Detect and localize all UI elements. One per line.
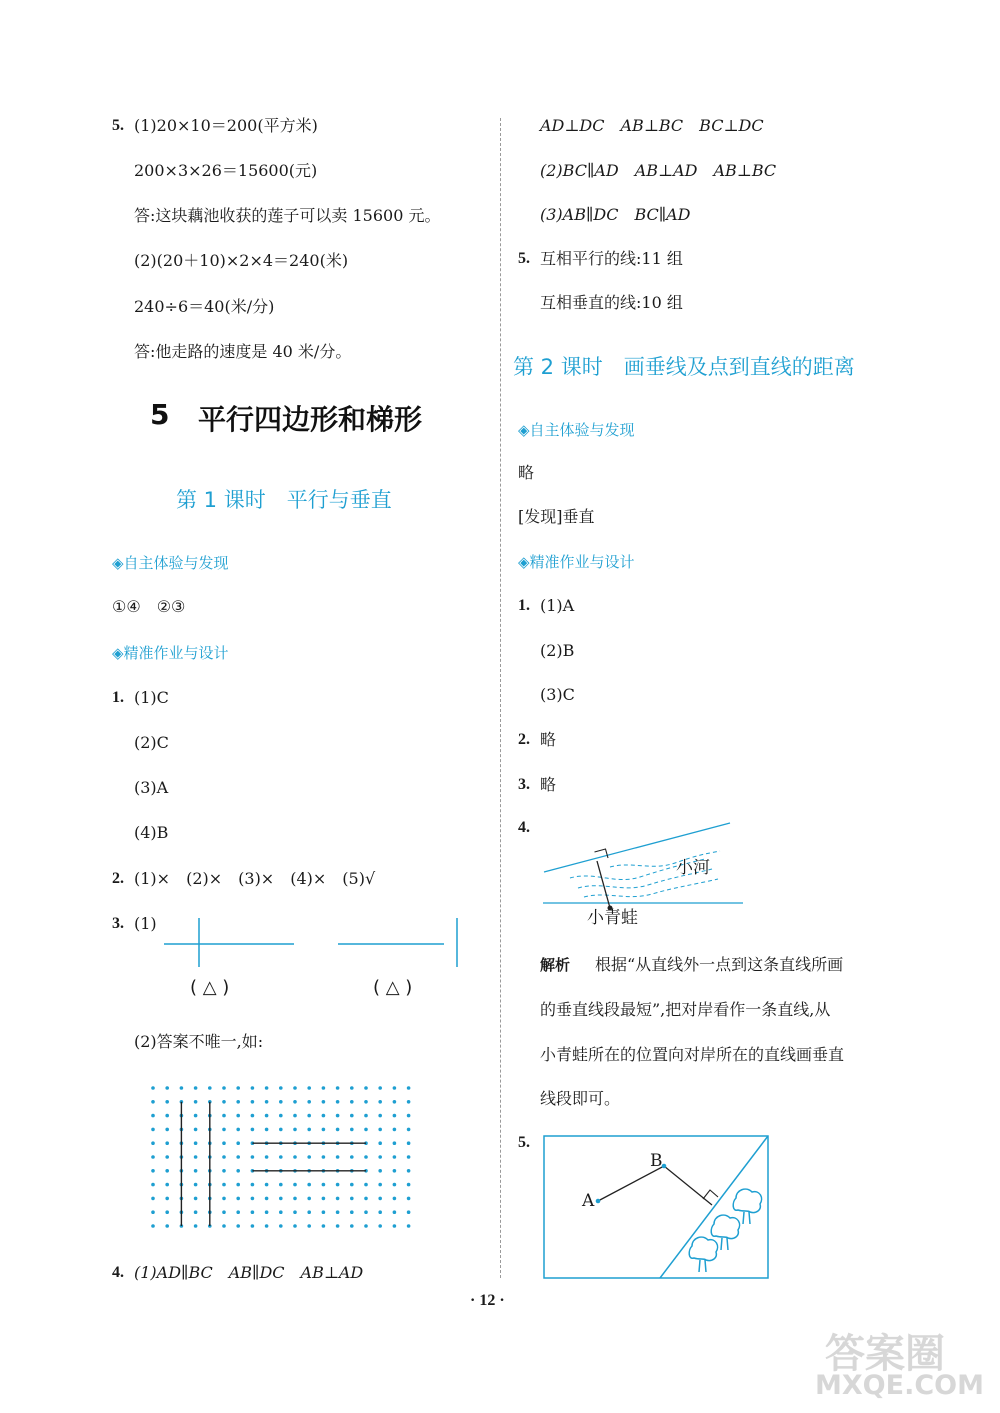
- grid-dot: [407, 1086, 411, 1090]
- analysis-line2: 的垂直线段最短”,把对岸看作一条直线,从: [540, 1000, 831, 1019]
- grid-dot: [265, 1114, 269, 1118]
- right-q4-line3: (3)AB∥DC BC∥AD: [540, 205, 691, 224]
- grid-dot: [194, 1128, 198, 1132]
- right-lue: 略: [518, 463, 535, 482]
- grid-dot: [222, 1169, 226, 1173]
- grid-dot: [265, 1224, 269, 1228]
- grid-dot: [322, 1114, 326, 1118]
- grid-dot: [236, 1114, 240, 1118]
- grid-dot: [251, 1224, 255, 1228]
- grid-dot: [393, 1169, 397, 1173]
- grid-dot: [236, 1224, 240, 1228]
- grid-dot: [151, 1155, 155, 1159]
- grid-dot: [393, 1224, 397, 1228]
- grid-dot: [279, 1183, 283, 1187]
- grid-dot: [407, 1224, 411, 1228]
- grid-dot: [378, 1197, 382, 1201]
- grid-dot: [222, 1128, 226, 1132]
- grid-dot: [165, 1128, 169, 1132]
- q3-mark-1: ( △ ): [190, 977, 230, 998]
- point-a-label: A: [582, 1191, 595, 1211]
- right-q1-b: (2)B: [540, 641, 575, 660]
- grid-dot: [293, 1197, 297, 1201]
- grid-dot: [393, 1128, 397, 1132]
- grid-dot: [194, 1114, 198, 1118]
- page-number: · 12 ·: [470, 1292, 505, 1309]
- grid-dot: [265, 1183, 269, 1187]
- grid-dot: [322, 1086, 326, 1090]
- grid-dot: [251, 1128, 255, 1132]
- grid-dot: [293, 1155, 297, 1159]
- right-section-homework: ◈精准作业与设计: [518, 553, 635, 571]
- right-q5b-number: 5.: [518, 1134, 530, 1151]
- grid-dot: [322, 1155, 326, 1159]
- grid-dot: [165, 1141, 169, 1145]
- grid-dot: [251, 1086, 255, 1090]
- q3-mark-2: ( △ ): [373, 977, 413, 998]
- lesson-1-title: 第 1 课时 平行与垂直: [176, 488, 392, 512]
- grid-dot: [293, 1114, 297, 1118]
- grid-dot: [293, 1086, 297, 1090]
- right-q5-line1: 互相平行的线:11 组: [540, 249, 683, 268]
- left-q1-number: 1.: [112, 689, 124, 706]
- left-q5-line6: 答:他走路的速度是 40 米/分。: [134, 342, 352, 361]
- grid-dot: [165, 1210, 169, 1214]
- watermark-logo: 答案圈: [825, 1331, 945, 1377]
- grid-dot: [307, 1183, 311, 1187]
- grid-dot: [378, 1169, 382, 1173]
- grid-dot: [165, 1169, 169, 1173]
- grid-dot: [364, 1114, 368, 1118]
- point-b-label: B: [650, 1151, 663, 1171]
- left-q5-line2: 200×3×26＝15600(元): [134, 161, 318, 180]
- grid-dot: [336, 1155, 340, 1159]
- grid-dot: [322, 1128, 326, 1132]
- right-q4-number: 4.: [518, 819, 530, 836]
- grid-dot: [307, 1155, 311, 1159]
- grid-dot: [222, 1086, 226, 1090]
- grid-dot: [307, 1210, 311, 1214]
- analysis-line4: 线段即可。: [540, 1089, 621, 1108]
- grid-dot: [393, 1141, 397, 1145]
- grid-dot: [222, 1197, 226, 1201]
- right-q3-answer: 略: [540, 775, 557, 794]
- grid-dot: [265, 1086, 269, 1090]
- grid-dot: [307, 1086, 311, 1090]
- grid-dot: [322, 1197, 326, 1201]
- grid-dot: [151, 1141, 155, 1145]
- grid-dot: [336, 1224, 340, 1228]
- grid-dot: [251, 1183, 255, 1187]
- grid-dot: [151, 1086, 155, 1090]
- grid-dot: [165, 1197, 169, 1201]
- grid-dot: [236, 1128, 240, 1132]
- right-q2-answer: 略: [540, 730, 557, 749]
- grid-dot: [407, 1100, 411, 1104]
- left-q5-line5: 240÷6＝40(米/分): [134, 297, 275, 316]
- grid-dot: [279, 1128, 283, 1132]
- grid-dot: [393, 1100, 397, 1104]
- grid-dot: [293, 1100, 297, 1104]
- chapter-title: 平行四边形和梯形: [198, 403, 423, 436]
- grid-dot: [194, 1155, 198, 1159]
- grid-dot: [265, 1197, 269, 1201]
- grid-dot: [378, 1183, 382, 1187]
- grid-dot: [194, 1086, 198, 1090]
- grid-dot: [336, 1197, 340, 1201]
- grid-dot: [251, 1197, 255, 1201]
- grid-dot: [307, 1128, 311, 1132]
- grid-dot: [336, 1114, 340, 1118]
- grid-dot: [151, 1210, 155, 1214]
- grid-dot: [364, 1224, 368, 1228]
- grid-dot: [236, 1086, 240, 1090]
- lesson-2-title: 第 2 课时 画垂线及点到直线的距离: [513, 355, 855, 379]
- left-q5-line3: 答:这块藕池收获的莲子可以卖 15600 元。: [134, 206, 441, 225]
- grid-dot: [222, 1114, 226, 1118]
- grid-dot: [407, 1155, 411, 1159]
- grid-dot: [350, 1224, 354, 1228]
- grid-dot: [222, 1210, 226, 1214]
- grid-dot: [236, 1141, 240, 1145]
- grid-dot: [322, 1100, 326, 1104]
- grid-dot: [307, 1100, 311, 1104]
- grid-dot: [194, 1224, 198, 1228]
- grid-dot: [165, 1183, 169, 1187]
- grid-dot: [407, 1210, 411, 1214]
- watermark-url: MXQE.COM: [815, 1370, 984, 1401]
- grid-dot: [279, 1155, 283, 1159]
- right-q1-number: 1.: [518, 597, 530, 614]
- grid-dot: [279, 1224, 283, 1228]
- grid-dot: [236, 1183, 240, 1187]
- grid-dot: [364, 1086, 368, 1090]
- left-self-experience-answer: ①④ ②③: [112, 597, 186, 616]
- right-section-self-experience: ◈自主体验与发现: [518, 421, 635, 439]
- q3-figure-perpendicular-2: [335, 915, 465, 975]
- grid-dot: [407, 1197, 411, 1201]
- grid-dot: [378, 1224, 382, 1228]
- grid-dot: [251, 1100, 255, 1104]
- right-q4-line1: AD⊥DC AB⊥BC BC⊥DC: [540, 116, 764, 135]
- right-q5-line2: 互相垂直的线:10 组: [540, 293, 683, 312]
- left-q1-d: (4)B: [134, 823, 169, 842]
- chapter-number: 5: [150, 398, 170, 431]
- left-q3-sub1: (1): [134, 914, 157, 933]
- grid-dot: [151, 1128, 155, 1132]
- right-q1-c: (3)C: [540, 685, 575, 704]
- grid-dot: [236, 1210, 240, 1214]
- grid-dot: [336, 1100, 340, 1104]
- right-q2-number: 2.: [518, 731, 530, 748]
- grid-dot: [165, 1224, 169, 1228]
- grid-dot: [393, 1086, 397, 1090]
- grid-dot: [322, 1210, 326, 1214]
- grid-dot: [393, 1114, 397, 1118]
- left-q3-sub2: (2)答案不唯一,如:: [134, 1032, 264, 1051]
- grid-dot: [180, 1086, 184, 1090]
- grid-dot: [407, 1169, 411, 1173]
- analysis-label: 解析: [540, 956, 571, 974]
- grid-dot: [165, 1155, 169, 1159]
- grid-dot: [393, 1210, 397, 1214]
- left-q4-line1: (1)AD∥BC AB∥DC AB⊥AD: [134, 1263, 364, 1282]
- grid-dot: [151, 1100, 155, 1104]
- grid-dot: [350, 1155, 354, 1159]
- grid-dot: [378, 1086, 382, 1090]
- grid-dot: [251, 1114, 255, 1118]
- grid-dot: [350, 1100, 354, 1104]
- left-q5-line1: (1)20×10＝200(平方米): [134, 116, 318, 135]
- grid-dot: [378, 1128, 382, 1132]
- grid-dot: [151, 1224, 155, 1228]
- grid-dot: [194, 1197, 198, 1201]
- grid-dot: [151, 1183, 155, 1187]
- grid-dot: [222, 1183, 226, 1187]
- grid-dot: [293, 1128, 297, 1132]
- grid-dot: [279, 1086, 283, 1090]
- left-section-self-experience: ◈自主体验与发现: [112, 554, 229, 572]
- right-q4-line2: (2)BC∥AD AB⊥AD AB⊥BC: [540, 161, 777, 180]
- grid-dot: [364, 1210, 368, 1214]
- grid-dot: [407, 1141, 411, 1145]
- grid-dot: [194, 1210, 198, 1214]
- grid-dot: [336, 1210, 340, 1214]
- grid-dot: [364, 1100, 368, 1104]
- left-q1-b: (2)C: [134, 733, 169, 752]
- right-discovery: [发现]垂直: [518, 507, 595, 526]
- grid-dot: [407, 1128, 411, 1132]
- grid-dot: [364, 1183, 368, 1187]
- grid-dot: [265, 1100, 269, 1104]
- grid-dot: [236, 1197, 240, 1201]
- grid-dot: [251, 1210, 255, 1214]
- grid-dot: [222, 1155, 226, 1159]
- q3-dot-grid: [145, 1080, 425, 1240]
- grid-dot: [194, 1183, 198, 1187]
- right-q3-number: 3.: [518, 776, 530, 793]
- left-q4-number: 4.: [112, 1264, 124, 1281]
- grid-dot: [265, 1210, 269, 1214]
- grid-dot: [151, 1114, 155, 1118]
- frog-label: 小青蛙: [587, 908, 638, 928]
- grid-dot: [336, 1183, 340, 1187]
- grid-dot: [407, 1114, 411, 1118]
- grid-dot: [236, 1169, 240, 1173]
- grid-dot: [251, 1155, 255, 1159]
- grid-dot: [407, 1183, 411, 1187]
- grid-dot: [293, 1183, 297, 1187]
- left-section-homework: ◈精准作业与设计: [112, 644, 229, 662]
- grid-dot: [165, 1100, 169, 1104]
- grid-dot: [378, 1141, 382, 1145]
- grid-dot: [222, 1141, 226, 1145]
- left-q1-a: (1)C: [134, 688, 169, 707]
- q3-figure-perpendicular-1: [160, 915, 300, 975]
- grid-dot: [307, 1197, 311, 1201]
- grid-dot: [236, 1155, 240, 1159]
- grid-dot: [393, 1155, 397, 1159]
- grid-dot: [322, 1183, 326, 1187]
- q4-river-figure: [540, 815, 750, 915]
- left-q1-c: (3)A: [134, 778, 169, 797]
- grid-dot: [236, 1100, 240, 1104]
- river-label: 小河: [676, 858, 710, 878]
- grid-dot: [194, 1141, 198, 1145]
- grid-dot: [350, 1086, 354, 1090]
- grid-dot: [364, 1128, 368, 1132]
- grid-dot: [194, 1169, 198, 1173]
- grid-dot: [336, 1086, 340, 1090]
- analysis-line3: 小青蛙所在的位置向对岸所在的直线画垂直: [540, 1045, 845, 1064]
- grid-dot: [279, 1197, 283, 1201]
- grid-dot: [165, 1114, 169, 1118]
- grid-dot: [364, 1155, 368, 1159]
- grid-dot: [265, 1155, 269, 1159]
- grid-dot: [350, 1128, 354, 1132]
- grid-dot: [293, 1210, 297, 1214]
- column-divider: [500, 118, 501, 1278]
- left-q5-line4: (2)(20＋10)×2×4＝240(米): [134, 251, 349, 270]
- left-q2-number: 2.: [112, 870, 124, 887]
- grid-dot: [350, 1114, 354, 1118]
- grid-dot: [151, 1197, 155, 1201]
- grid-dot: [364, 1197, 368, 1201]
- left-q2-answer: (1)× (2)× (3)× (4)× (5)√: [134, 869, 376, 888]
- grid-dot: [265, 1128, 269, 1132]
- grid-dot: [378, 1155, 382, 1159]
- left-q3-number: 3.: [112, 915, 124, 932]
- right-q5-number: 5.: [518, 250, 530, 267]
- grid-dot: [222, 1224, 226, 1228]
- grid-dot: [279, 1210, 283, 1214]
- grid-dot: [222, 1100, 226, 1104]
- grid-dot: [307, 1114, 311, 1118]
- grid-dot: [279, 1100, 283, 1104]
- grid-dot: [307, 1224, 311, 1228]
- right-q1-a: (1)A: [540, 596, 575, 615]
- grid-dot: [208, 1086, 212, 1090]
- grid-dot: [350, 1197, 354, 1201]
- grid-dot: [165, 1086, 169, 1090]
- grid-dot: [393, 1183, 397, 1187]
- grid-dot: [350, 1183, 354, 1187]
- grid-dot: [322, 1224, 326, 1228]
- grid-dot: [293, 1224, 297, 1228]
- grid-dot: [194, 1100, 198, 1104]
- grid-dot: [378, 1100, 382, 1104]
- grid-dot: [336, 1128, 340, 1132]
- grid-dot: [279, 1114, 283, 1118]
- grid-dot: [151, 1169, 155, 1173]
- grid-dot: [393, 1197, 397, 1201]
- grid-dot: [350, 1210, 354, 1214]
- analysis-line1: 根据“从直线外一点到这条直线所画: [595, 955, 844, 974]
- grid-dot: [378, 1210, 382, 1214]
- left-q5-number: 5.: [112, 117, 124, 134]
- grid-dot: [378, 1114, 382, 1118]
